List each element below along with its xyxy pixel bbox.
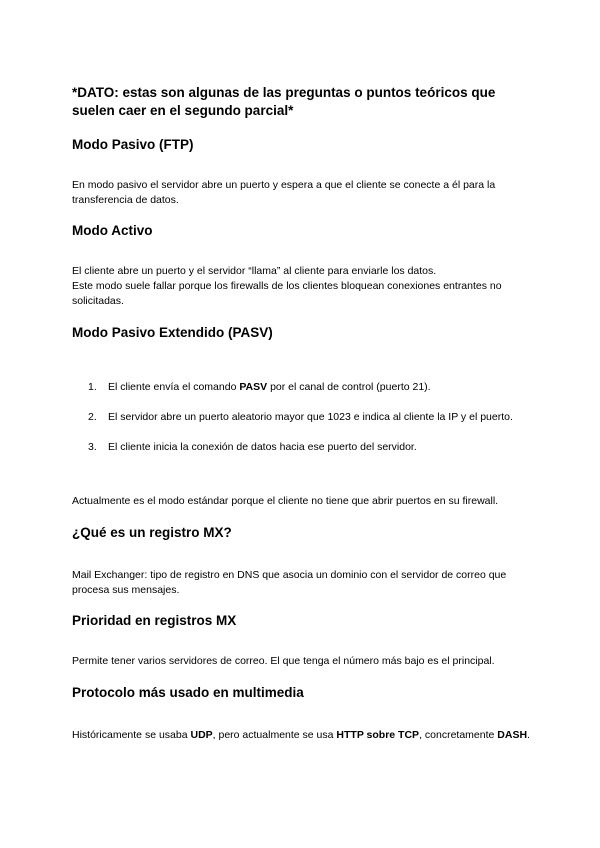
paragraph-prioridad-mx: Permite tener varios servidores de correo. El que tenga el número más bajo es el principal.	[72, 655, 495, 667]
pasv-steps-list	[72, 380, 532, 455]
list-item: 1. El cliente envía el comando PASV por el canal de control (puerto 21).	[88, 381, 431, 393]
dash-term: DASH	[497, 729, 528, 741]
paragraph-modo-pasivo: En modo pasivo el servidor abre un puerto y espera a que el cliente se conecte a él para la transferencia de datos.	[72, 179, 496, 206]
heading-modo-pasivo-extendido: Modo Pasivo Extendido (PASV)	[72, 325, 273, 340]
pasv-command: PASV	[239, 381, 268, 393]
paragraph-registro-mx: Mail Exchanger: tipo de registro en DNS que asocia un dominio con el servidor de correo que procesa sus mensajes.	[72, 569, 507, 596]
heading-protocolo-multimedia: Protocolo más usado en multimedia	[72, 685, 304, 700]
list-item: 2. El servidor abre un puerto aleatorio mayor que 1023 e indica al cliente la IP y el puerto.	[88, 411, 513, 423]
list-item: 3. El cliente inicia la conexión de datos hacia ese puerto del servidor.	[88, 441, 417, 453]
paragraph-modo-activo	[72, 264, 532, 309]
paragraph-protocolo-multimedia: Históricamente se usaba UDP, pero actualmente se usa HTTP sobre TCP, concretamente DASH.	[72, 729, 530, 741]
modo-activo-line-2: Este modo suele fallar porque los firewalls de los clientes bloquean conexiones entrantes no solicitadas.	[72, 280, 502, 307]
heading-modo-pasivo: Modo Pasivo (FTP)	[72, 137, 194, 152]
udp-term: UDP	[190, 729, 213, 741]
heading-registro-mx: ¿Qué es un registro MX?	[72, 525, 232, 540]
intro-note: *DATO: estas son algunas de las preguntas o puntos teóricos que suelen caer en el segundo parcial*	[72, 85, 496, 118]
heading-prioridad-mx: Prioridad en registros MX	[72, 613, 237, 628]
paragraph-pasv-note: Actualmente es el modo estándar porque el cliente no tiene que abrir puertos en su firewall.	[72, 495, 499, 507]
heading-modo-activo: Modo Activo	[72, 223, 153, 238]
modo-activo-line-1: El cliente abre un puerto y el servidor “llama” al cliente para enviarle los datos.	[72, 265, 437, 277]
http-tcp-term: HTTP sobre TCP	[336, 729, 420, 741]
